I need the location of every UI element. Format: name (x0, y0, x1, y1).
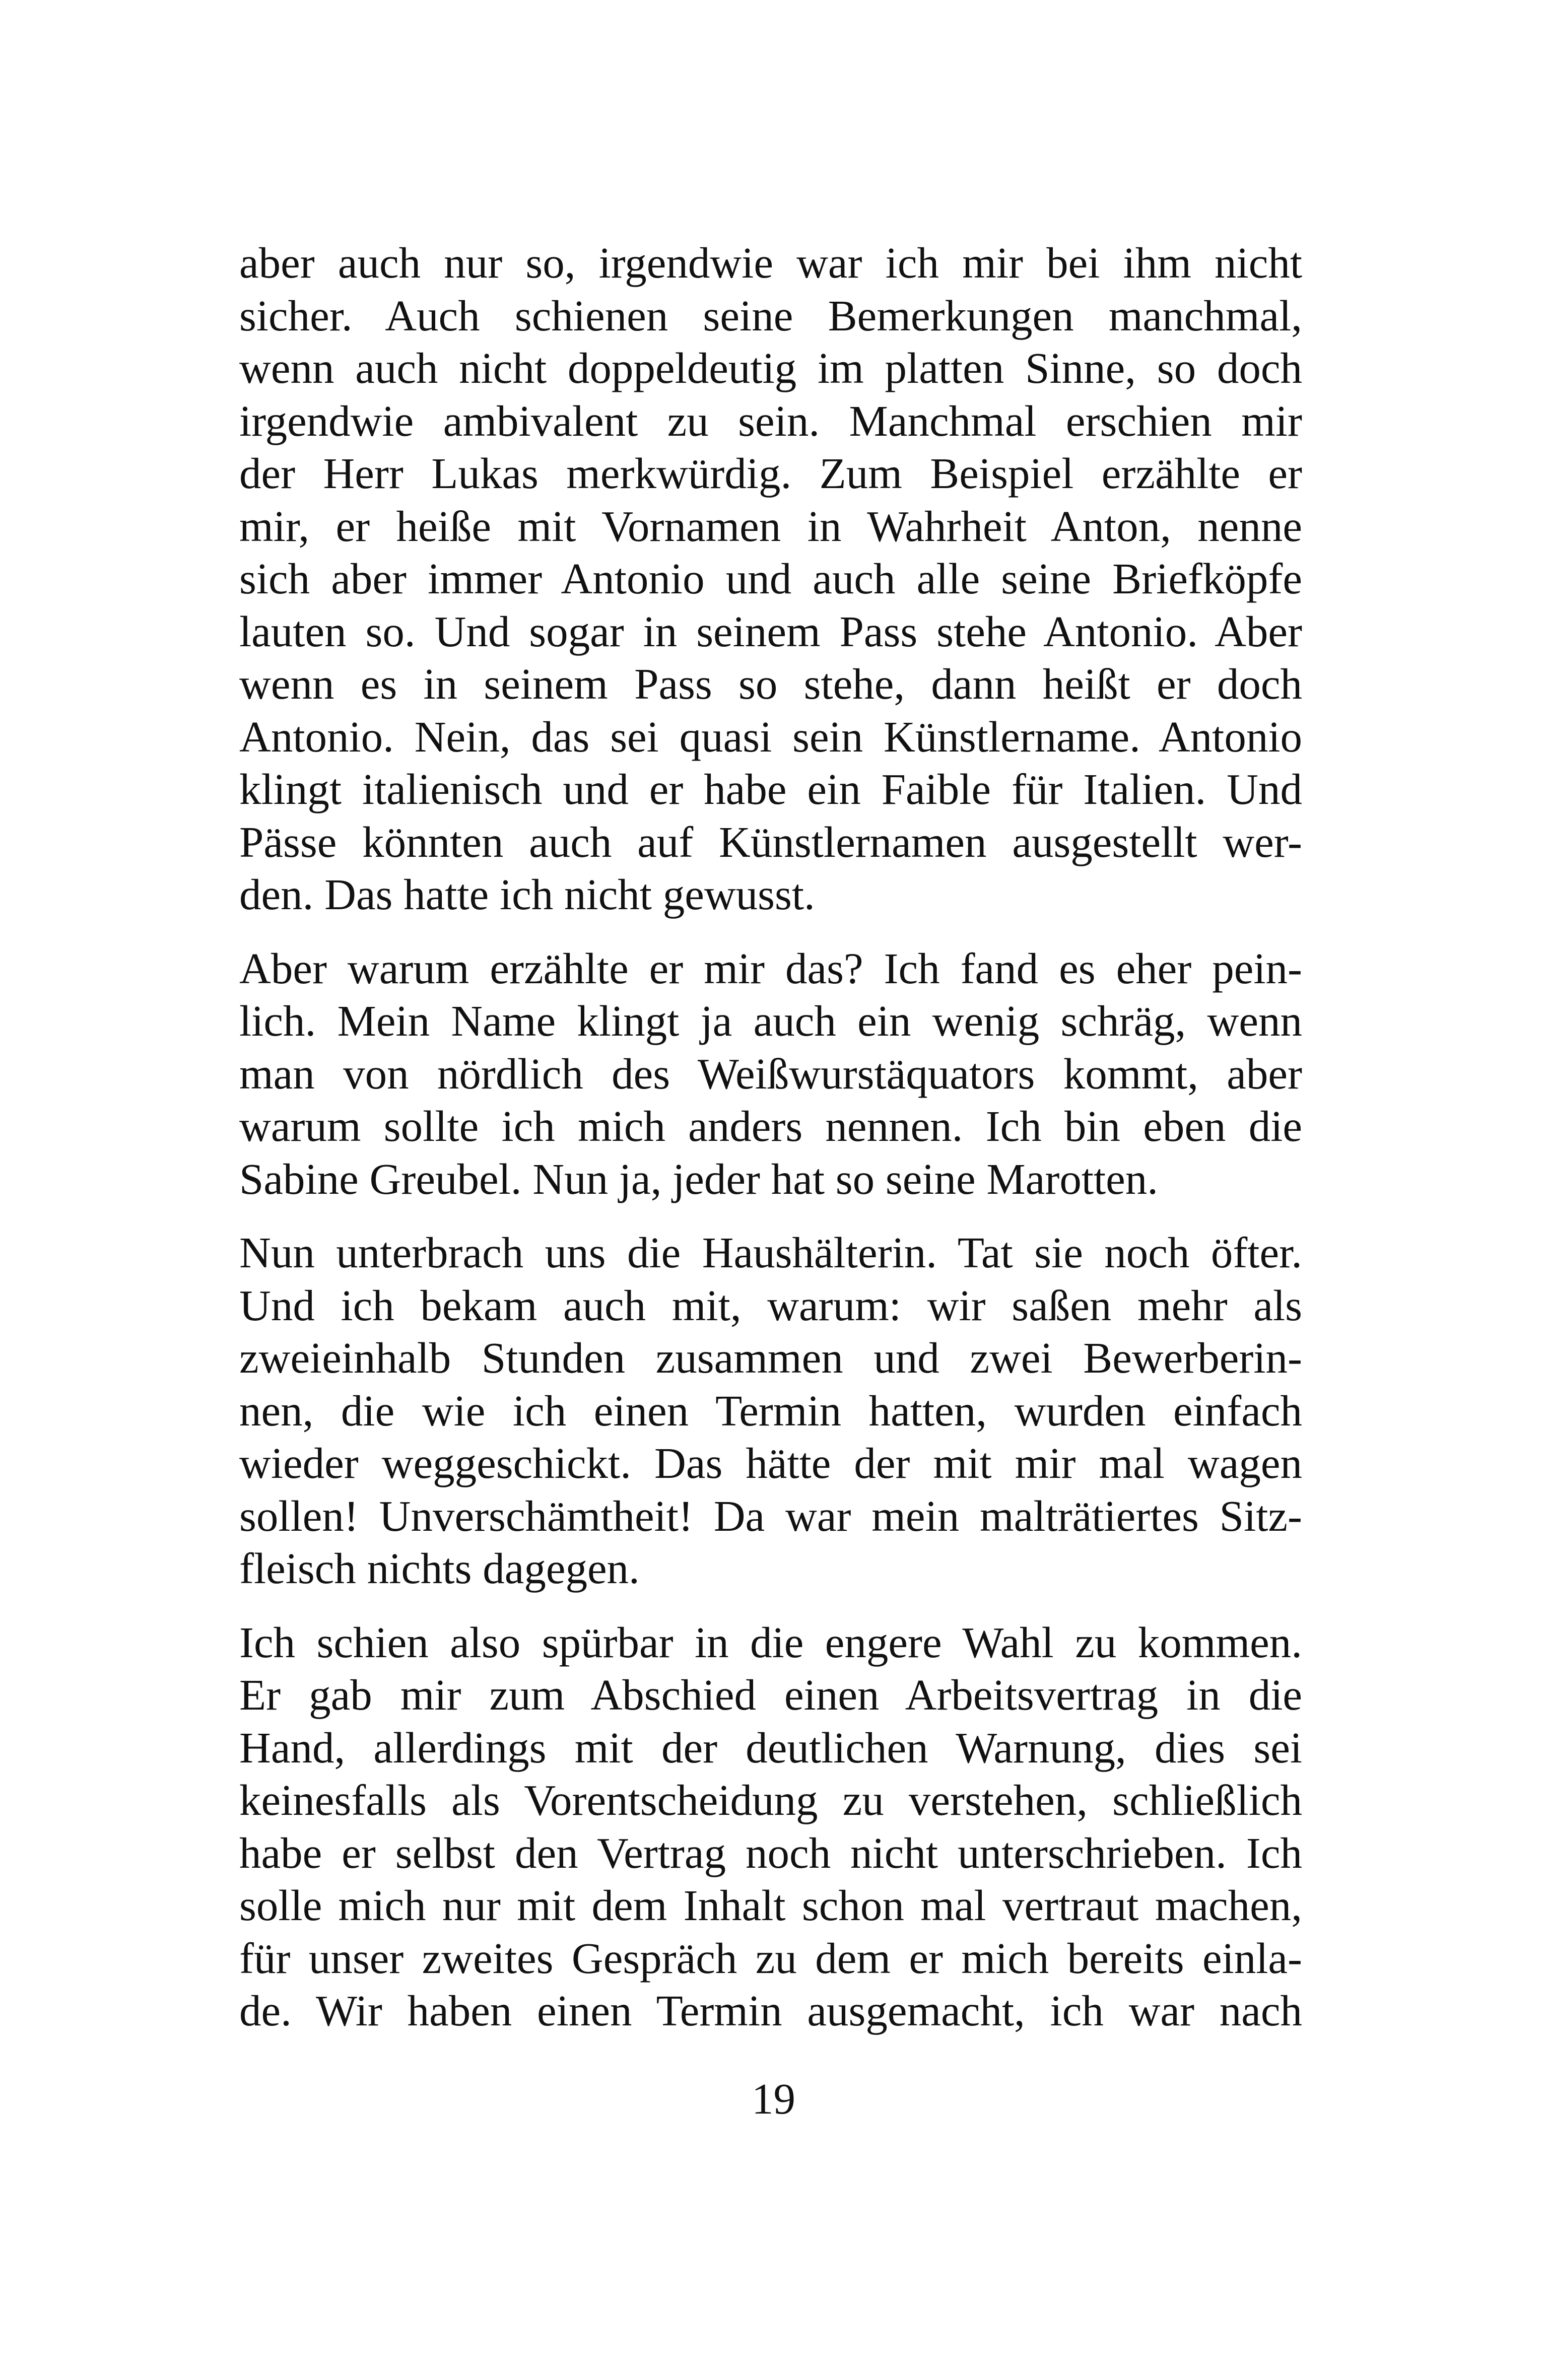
text-line: irgendwie ambivalent zu sein. Manchmal erschien mir (239, 396, 1302, 445)
text-line: Ich schien also spürbar in die engere Wahl zu kommen. (239, 1617, 1302, 1667)
text-line: Aber warum erzählte er mir das? Ich fand es eher pein- (239, 943, 1302, 993)
text-line: keinesfalls als Vorentscheidung zu verstehen, schließlich (239, 1776, 1302, 1824)
page-number: 19 (752, 2074, 795, 2123)
text-line: warum sollte ich mich anders nennen. Ich bin eben die (239, 1102, 1302, 1150)
text-line: de. Wir haben einen Termin ausgemacht, ich war nach (239, 1986, 1302, 2035)
text-line: sicher. Auch schienen seine Bemerkungen manchmal, (239, 291, 1302, 340)
text-line: lich. Mein Name klingt ja auch ein wenig schräg, wenn (239, 996, 1302, 1045)
text-line: solle mich nur mit dem Inhalt schon mal vertraut machen, (239, 1881, 1302, 1930)
text-line: Hand, allerdings mit der deutlichen Warnung, dies sei (239, 1723, 1302, 1772)
text-line: den. Das hatte ich nicht gewusst. (239, 870, 815, 919)
text-line: wenn auch nicht doppeldeutig im platten Sinne, so doch (239, 344, 1302, 392)
paragraph (239, 1616, 1302, 2037)
text-line: wieder weggeschickt. Das hätte der mit mir mal wagen (239, 1439, 1302, 1487)
paragraph (239, 237, 1302, 921)
paragraph (239, 1227, 1302, 1595)
text-line: Er gab mir zum Abschied einen Arbeitsvertrag in die (239, 1670, 1302, 1719)
text-line: sich aber immer Antonio und auch alle seine Briefköpfe (239, 554, 1302, 603)
text-line: Und ich bekam auch mit, warum: wir saßen mehr als (239, 1280, 1302, 1330)
text-line: mir, er heiße mit Vornamen in Wahrheit Anton, nenne (239, 501, 1302, 551)
text-line: wenn es in seinem Pass so stehe, dann heißt er doch (239, 659, 1302, 708)
text-line: Pässe könnten auch auf Künstlernamen ausgestellt wer- (239, 817, 1302, 866)
text-line: fleisch nichts dagegen. (239, 1544, 640, 1593)
text-line: habe er selbst den Vertrag noch nicht unterschrieben. Ich (239, 1828, 1302, 1877)
paragraph (239, 942, 1302, 1206)
text-line: zweieinhalb Stunden zusammen und zwei Bewerberin- (239, 1333, 1302, 1382)
text-line: man von nördlich des Weißwurstäquators kommt, aber (239, 1049, 1302, 1098)
text-line: nen, die wie ich einen Termin hatten, wurden einfach (239, 1386, 1302, 1435)
text-line: lauten so. Und sogar in seinem Pass stehe Antonio. Aber (239, 606, 1302, 656)
body-text (239, 237, 1302, 2059)
text-line: sollen! Unverschämtheit! Da war mein malträtiertes Sitz- (239, 1491, 1302, 1540)
text-line: der Herr Lukas merkwürdig. Zum Beispiel erzählte er (239, 449, 1302, 498)
text-line: klingt italienisch und er habe ein Faible für Italien. Und (239, 765, 1302, 813)
text-line: Nun unterbrach uns die Haushälterin. Tat sie noch öfter. (239, 1228, 1302, 1277)
text-line: für unser zweites Gespräch zu dem er mich bereits einla- (239, 1933, 1302, 1983)
text-line: Sabine Greubel. Nun ja, jeder hat so seine Marotten. (239, 1154, 1159, 1203)
text-line: aber auch nur so, irgendwie war ich mir bei ihm nicht (239, 238, 1302, 287)
text-line: Antonio. Nein, das sei quasi sein Künstlername. Antonio (239, 712, 1302, 761)
